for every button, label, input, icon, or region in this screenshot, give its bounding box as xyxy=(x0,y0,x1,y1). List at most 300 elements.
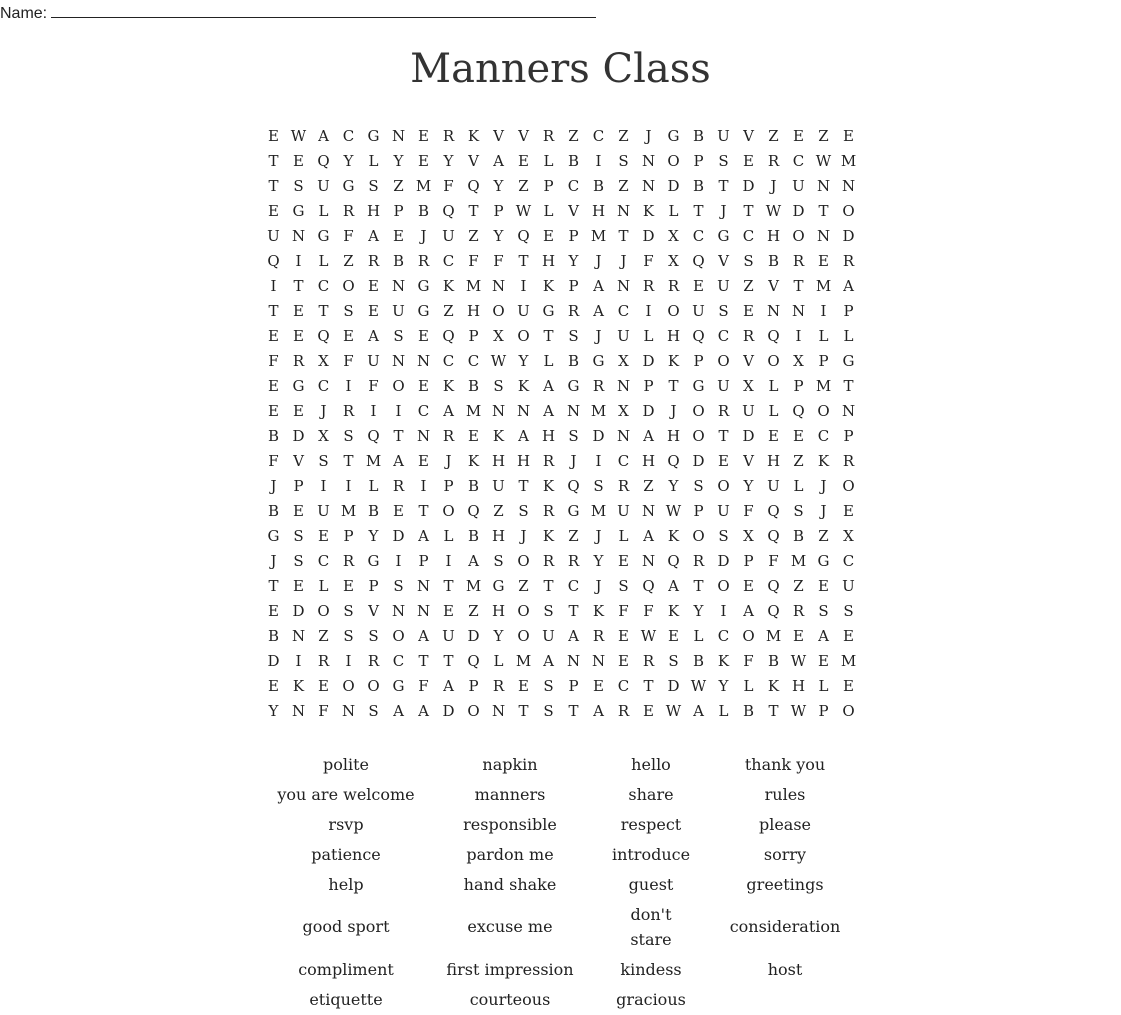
grid-letter: T xyxy=(818,202,829,220)
grid-letter: R xyxy=(317,652,330,670)
grid-letter: E xyxy=(343,327,354,345)
grid-letter: L xyxy=(668,202,679,220)
grid-letter: N xyxy=(416,427,431,445)
grid-letter: C xyxy=(567,577,580,595)
grid-letter: K xyxy=(767,677,780,695)
grid-letter: K xyxy=(442,277,455,295)
grid-letter: R xyxy=(442,127,455,145)
grid-letter: J xyxy=(420,227,427,245)
grid-letter: E xyxy=(268,377,279,395)
grid-letter: U xyxy=(317,177,330,195)
grid-letter: Q xyxy=(692,252,705,270)
grid-letter: D xyxy=(292,602,305,620)
grid-letter: C xyxy=(717,627,730,645)
grid-letter: I xyxy=(420,477,427,495)
grid-letter: M xyxy=(840,652,857,670)
grid-letter: P xyxy=(568,277,579,295)
grid-letter: N xyxy=(641,152,656,170)
grid-letter: G xyxy=(592,352,605,370)
grid-letter: S xyxy=(293,552,304,570)
grid-letter: E xyxy=(793,427,804,445)
grid-letter: R xyxy=(667,277,680,295)
grid-letter: T xyxy=(693,577,704,595)
grid-letter: T xyxy=(418,502,429,520)
grid-letter: P xyxy=(493,202,504,220)
grid-letter: P xyxy=(568,227,579,245)
grid-letter: U xyxy=(842,577,855,595)
grid-letter: P xyxy=(468,677,479,695)
grid-letter: C xyxy=(467,352,480,370)
grid-letter: U xyxy=(767,477,780,495)
word-list-item: please xyxy=(758,814,812,834)
grid-letter: P xyxy=(693,152,704,170)
grid-letter: O xyxy=(842,477,855,495)
grid-letter: R xyxy=(742,327,755,345)
grid-letter: E xyxy=(843,627,854,645)
grid-letter: T xyxy=(568,602,579,620)
grid-letter: L xyxy=(643,327,654,345)
grid-letter: J xyxy=(595,327,602,345)
grid-letter: Z xyxy=(768,127,779,145)
grid-letter: O xyxy=(467,702,480,720)
grid-row xyxy=(261,149,861,174)
grid-letter: F xyxy=(743,502,754,520)
grid-letter: I xyxy=(795,327,802,345)
grid-letter: S xyxy=(843,602,854,620)
grid-letter: I xyxy=(820,302,827,320)
word-list-item: responsible xyxy=(463,814,557,834)
grid-letter: E xyxy=(843,127,854,145)
grid-letter: T xyxy=(693,202,704,220)
grid-letter: L xyxy=(743,677,754,695)
grid-letter: G xyxy=(392,677,405,695)
word-list-row xyxy=(0,839,1121,869)
grid-letter: K xyxy=(467,127,480,145)
grid-letter: O xyxy=(717,477,730,495)
grid-letter: S xyxy=(393,327,404,345)
grid-letter: E xyxy=(318,677,329,695)
word-list-item: hand shake xyxy=(463,874,557,894)
grid-letter: N xyxy=(566,652,581,670)
grid-letter: B xyxy=(367,502,380,520)
grid-letter: Q xyxy=(517,227,530,245)
grid-letter: N xyxy=(616,202,631,220)
grid-letter: H xyxy=(491,527,506,545)
grid-letter: N xyxy=(416,577,431,595)
grid-letter: E xyxy=(293,302,304,320)
grid-letter: H xyxy=(766,452,781,470)
word-list-item: rsvp xyxy=(328,814,364,834)
grid-letter: T xyxy=(793,277,804,295)
grid-letter: P xyxy=(793,377,804,395)
grid-letter: H xyxy=(541,252,556,270)
grid-letter: N xyxy=(641,552,656,570)
grid-letter: G xyxy=(492,577,505,595)
grid-letter: Y xyxy=(568,252,579,270)
grid-letter: S xyxy=(318,452,329,470)
grid-letter: P xyxy=(693,502,704,520)
grid-letter: X xyxy=(843,527,854,545)
grid-letter: B xyxy=(467,477,480,495)
grid-letter: Z xyxy=(643,477,654,495)
grid-letter: S xyxy=(718,152,729,170)
grid-letter: K xyxy=(667,352,680,370)
grid-letter: R xyxy=(642,277,655,295)
word-list-item: rules xyxy=(764,784,806,804)
grid-letter: O xyxy=(517,627,530,645)
grid-letter: B xyxy=(417,202,430,220)
grid-letter: K xyxy=(442,377,455,395)
grid-letter: G xyxy=(692,377,705,395)
grid-letter: I xyxy=(645,302,652,320)
grid-letter: E xyxy=(393,227,404,245)
grid-letter: R xyxy=(717,402,730,420)
grid-letter: T xyxy=(768,702,779,720)
grid-letter: P xyxy=(293,477,304,495)
grid-letter: R xyxy=(692,552,705,570)
grid-letter: J xyxy=(720,202,727,220)
grid-letter: A xyxy=(393,702,404,720)
grid-letter: Q xyxy=(317,152,330,170)
grid-letter: Q xyxy=(642,577,655,595)
grid-letter: N xyxy=(616,377,631,395)
grid-letter: F xyxy=(418,677,429,695)
grid-letter: V xyxy=(493,127,504,145)
grid-letter: C xyxy=(317,552,330,570)
grid-letter: Y xyxy=(343,152,354,170)
grid-letter: C xyxy=(317,377,330,395)
grid-letter: O xyxy=(667,302,680,320)
grid-letter: Z xyxy=(468,602,479,620)
grid-letter: I xyxy=(720,602,727,620)
grid-letter: I xyxy=(270,277,277,295)
grid-letter: Q xyxy=(767,327,780,345)
grid-letter: U xyxy=(617,502,630,520)
grid-letter: U xyxy=(442,627,455,645)
grid-letter: S xyxy=(543,677,554,695)
grid-row xyxy=(261,674,861,699)
word-search-grid xyxy=(261,124,861,724)
grid-row xyxy=(261,599,861,624)
grid-letter: P xyxy=(843,302,854,320)
name-field[interactable] xyxy=(0,3,596,23)
grid-letter: D xyxy=(742,177,755,195)
grid-letter: A xyxy=(443,677,454,695)
grid-letter: C xyxy=(442,252,455,270)
grid-letter: T xyxy=(643,677,654,695)
grid-letter: D xyxy=(742,427,755,445)
grid-letter: N xyxy=(291,627,306,645)
grid-letter: Q xyxy=(467,177,480,195)
word-list-item: introduce xyxy=(611,844,691,864)
word-list-item: manners xyxy=(474,784,546,804)
grid-letter: Z xyxy=(618,177,629,195)
grid-letter: Q xyxy=(467,652,480,670)
word-list-item: thank you xyxy=(744,754,826,774)
grid-letter: T xyxy=(743,202,754,220)
grid-letter: B xyxy=(467,527,480,545)
grid-letter: V xyxy=(468,152,479,170)
grid-letter: R xyxy=(542,502,555,520)
grid-letter: K xyxy=(517,377,530,395)
name-line[interactable] xyxy=(51,3,596,18)
grid-letter: T xyxy=(618,227,629,245)
grid-letter: Z xyxy=(518,577,529,595)
grid-letter: C xyxy=(617,452,630,470)
grid-letter: O xyxy=(792,227,805,245)
grid-letter: U xyxy=(792,177,805,195)
grid-letter: N xyxy=(291,702,306,720)
grid-letter: R xyxy=(617,702,630,720)
grid-letter: N xyxy=(616,427,631,445)
grid-letter: Q xyxy=(767,527,780,545)
grid-letter: K xyxy=(292,677,305,695)
word-list-item: don't stare xyxy=(630,904,672,949)
grid-letter: E xyxy=(368,302,379,320)
grid-letter: R xyxy=(542,127,555,145)
grid-letter: R xyxy=(792,602,805,620)
grid-letter: F xyxy=(343,227,354,245)
grid-letter: Y xyxy=(668,477,679,495)
grid-row xyxy=(261,374,861,399)
grid-letter: D xyxy=(717,552,730,570)
grid-letter: X xyxy=(668,227,679,245)
word-list-item: first impression xyxy=(446,959,574,979)
grid-letter: S xyxy=(368,627,379,645)
grid-letter: E xyxy=(693,277,704,295)
word-list-item: pardon me xyxy=(466,844,554,864)
word-list xyxy=(0,749,1121,1014)
grid-letter: H xyxy=(491,602,506,620)
grid-row xyxy=(261,499,861,524)
grid-letter: X xyxy=(743,377,754,395)
grid-letter: F xyxy=(743,652,754,670)
grid-letter: N xyxy=(641,177,656,195)
grid-letter: A xyxy=(693,702,704,720)
grid-letter: T xyxy=(518,252,529,270)
grid-letter: E xyxy=(418,452,429,470)
grid-letter: T xyxy=(268,152,279,170)
grid-row xyxy=(261,424,861,449)
grid-letter: R xyxy=(292,352,305,370)
grid-letter: D xyxy=(392,527,405,545)
grid-letter: Z xyxy=(818,127,829,145)
grid-letter: A xyxy=(743,602,754,620)
grid-letter: S xyxy=(293,527,304,545)
grid-letter: S xyxy=(793,502,804,520)
grid-letter: U xyxy=(367,352,380,370)
grid-letter: I xyxy=(320,477,327,495)
grid-letter: U xyxy=(442,227,455,245)
grid-letter: C xyxy=(817,427,830,445)
word-list-item: hello xyxy=(631,754,671,774)
grid-letter: I xyxy=(345,477,352,495)
grid-letter: Z xyxy=(793,577,804,595)
grid-letter: G xyxy=(717,227,730,245)
grid-letter: Y xyxy=(518,352,529,370)
grid-letter: W xyxy=(290,127,307,145)
grid-row xyxy=(261,399,861,424)
grid-letter: K xyxy=(542,277,555,295)
grid-letter: E xyxy=(518,152,529,170)
grid-letter: J xyxy=(595,577,602,595)
grid-letter: T xyxy=(393,427,404,445)
grid-letter: U xyxy=(692,302,705,320)
grid-letter: B xyxy=(267,627,280,645)
grid-letter: C xyxy=(617,677,630,695)
word-list-item: compliment xyxy=(298,959,394,979)
grid-letter: B xyxy=(792,527,805,545)
grid-letter: E xyxy=(418,152,429,170)
grid-letter: A xyxy=(468,552,479,570)
grid-letter: I xyxy=(595,152,602,170)
grid-letter: R xyxy=(642,652,655,670)
grid-letter: J xyxy=(645,127,652,145)
grid-letter: S xyxy=(368,177,379,195)
grid-letter: S xyxy=(393,577,404,595)
grid-letter: Z xyxy=(393,177,404,195)
grid-letter: A xyxy=(418,527,429,545)
grid-letter: E xyxy=(268,602,279,620)
word-list-row xyxy=(0,954,1121,984)
grid-letter: Y xyxy=(718,677,729,695)
grid-letter: T xyxy=(518,477,529,495)
grid-letter: Y xyxy=(693,602,704,620)
grid-letter: J xyxy=(620,252,627,270)
grid-letter: A xyxy=(668,577,679,595)
grid-letter: P xyxy=(393,202,404,220)
grid-letter: L xyxy=(368,152,379,170)
grid-letter: E xyxy=(268,202,279,220)
grid-letter: R xyxy=(792,252,805,270)
grid-letter: Z xyxy=(618,127,629,145)
grid-letter: D xyxy=(692,452,705,470)
grid-letter: S xyxy=(543,602,554,620)
grid-letter: F xyxy=(643,252,654,270)
grid-letter: X xyxy=(743,527,754,545)
grid-letter: Q xyxy=(767,502,780,520)
grid-letter: O xyxy=(817,402,830,420)
grid-letter: V xyxy=(743,452,754,470)
grid-letter: U xyxy=(617,327,630,345)
grid-letter: E xyxy=(743,577,754,595)
grid-letter: L xyxy=(318,202,329,220)
word-list-item: share xyxy=(628,784,674,804)
grid-letter: P xyxy=(818,702,829,720)
grid-letter: X xyxy=(318,352,329,370)
grid-letter: O xyxy=(517,552,530,570)
grid-letter: Z xyxy=(818,527,829,545)
grid-letter: D xyxy=(467,627,480,645)
grid-letter: Q xyxy=(767,577,780,595)
grid-letter: Q xyxy=(467,502,480,520)
grid-letter: O xyxy=(517,327,530,345)
grid-letter: A xyxy=(643,527,654,545)
grid-letter: Y xyxy=(368,527,379,545)
grid-letter: T xyxy=(268,577,279,595)
grid-letter: I xyxy=(395,552,402,570)
grid-letter: I xyxy=(595,452,602,470)
grid-letter: N xyxy=(566,402,581,420)
grid-letter: G xyxy=(317,227,330,245)
grid-letter: E xyxy=(318,527,329,545)
grid-letter: M xyxy=(815,377,832,395)
grid-letter: T xyxy=(343,452,354,470)
grid-letter: D xyxy=(667,177,680,195)
grid-letter: R xyxy=(842,452,855,470)
grid-letter: F xyxy=(618,602,629,620)
word-list-row xyxy=(0,899,1121,954)
grid-letter: I xyxy=(445,552,452,570)
grid-letter: E xyxy=(468,427,479,445)
word-list-row xyxy=(0,779,1121,809)
grid-letter: U xyxy=(392,302,405,320)
grid-letter: A xyxy=(368,327,379,345)
grid-letter: Q xyxy=(692,327,705,345)
grid-letter: X xyxy=(318,427,329,445)
grid-letter: S xyxy=(718,302,729,320)
grid-letter: T xyxy=(468,202,479,220)
grid-letter: D xyxy=(792,202,805,220)
grid-letter: M xyxy=(790,552,807,570)
grid-letter: R xyxy=(342,202,355,220)
grid-letter: C xyxy=(342,127,355,145)
word-list-item: patience xyxy=(311,844,381,864)
word-list-item: kindess xyxy=(620,959,682,979)
grid-letter: C xyxy=(617,302,630,320)
grid-letter: E xyxy=(618,652,629,670)
grid-letter: Y xyxy=(743,477,754,495)
grid-letter: E xyxy=(743,152,754,170)
grid-row xyxy=(261,274,861,299)
grid-row xyxy=(261,124,861,149)
grid-letter: P xyxy=(343,527,354,545)
grid-letter: G xyxy=(367,552,380,570)
word-list-row xyxy=(0,749,1121,779)
grid-row xyxy=(261,549,861,574)
grid-letter: D xyxy=(642,402,655,420)
grid-letter: J xyxy=(770,177,777,195)
grid-letter: A xyxy=(543,377,554,395)
grid-letter: L xyxy=(818,677,829,695)
grid-letter: A xyxy=(368,227,379,245)
grid-letter: M xyxy=(515,652,532,670)
grid-letter: U xyxy=(542,627,555,645)
grid-letter: W xyxy=(490,352,507,370)
grid-letter: E xyxy=(268,127,279,145)
grid-letter: S xyxy=(568,427,579,445)
grid-row xyxy=(261,224,861,249)
grid-letter: C xyxy=(317,277,330,295)
grid-letter: E xyxy=(293,502,304,520)
grid-letter: S xyxy=(493,552,504,570)
grid-letter: G xyxy=(542,302,555,320)
grid-letter: P xyxy=(443,477,454,495)
grid-letter: L xyxy=(543,202,554,220)
grid-letter: S xyxy=(368,702,379,720)
grid-letter: R xyxy=(442,427,455,445)
grid-letter: L xyxy=(318,577,329,595)
grid-letter: R xyxy=(767,152,780,170)
grid-letter: A xyxy=(843,277,854,295)
grid-letter: P xyxy=(693,352,704,370)
grid-letter: R xyxy=(592,627,605,645)
grid-letter: I xyxy=(395,402,402,420)
grid-letter: N xyxy=(391,127,406,145)
grid-letter: J xyxy=(270,552,277,570)
grid-letter: U xyxy=(742,402,755,420)
grid-letter: R xyxy=(542,552,555,570)
